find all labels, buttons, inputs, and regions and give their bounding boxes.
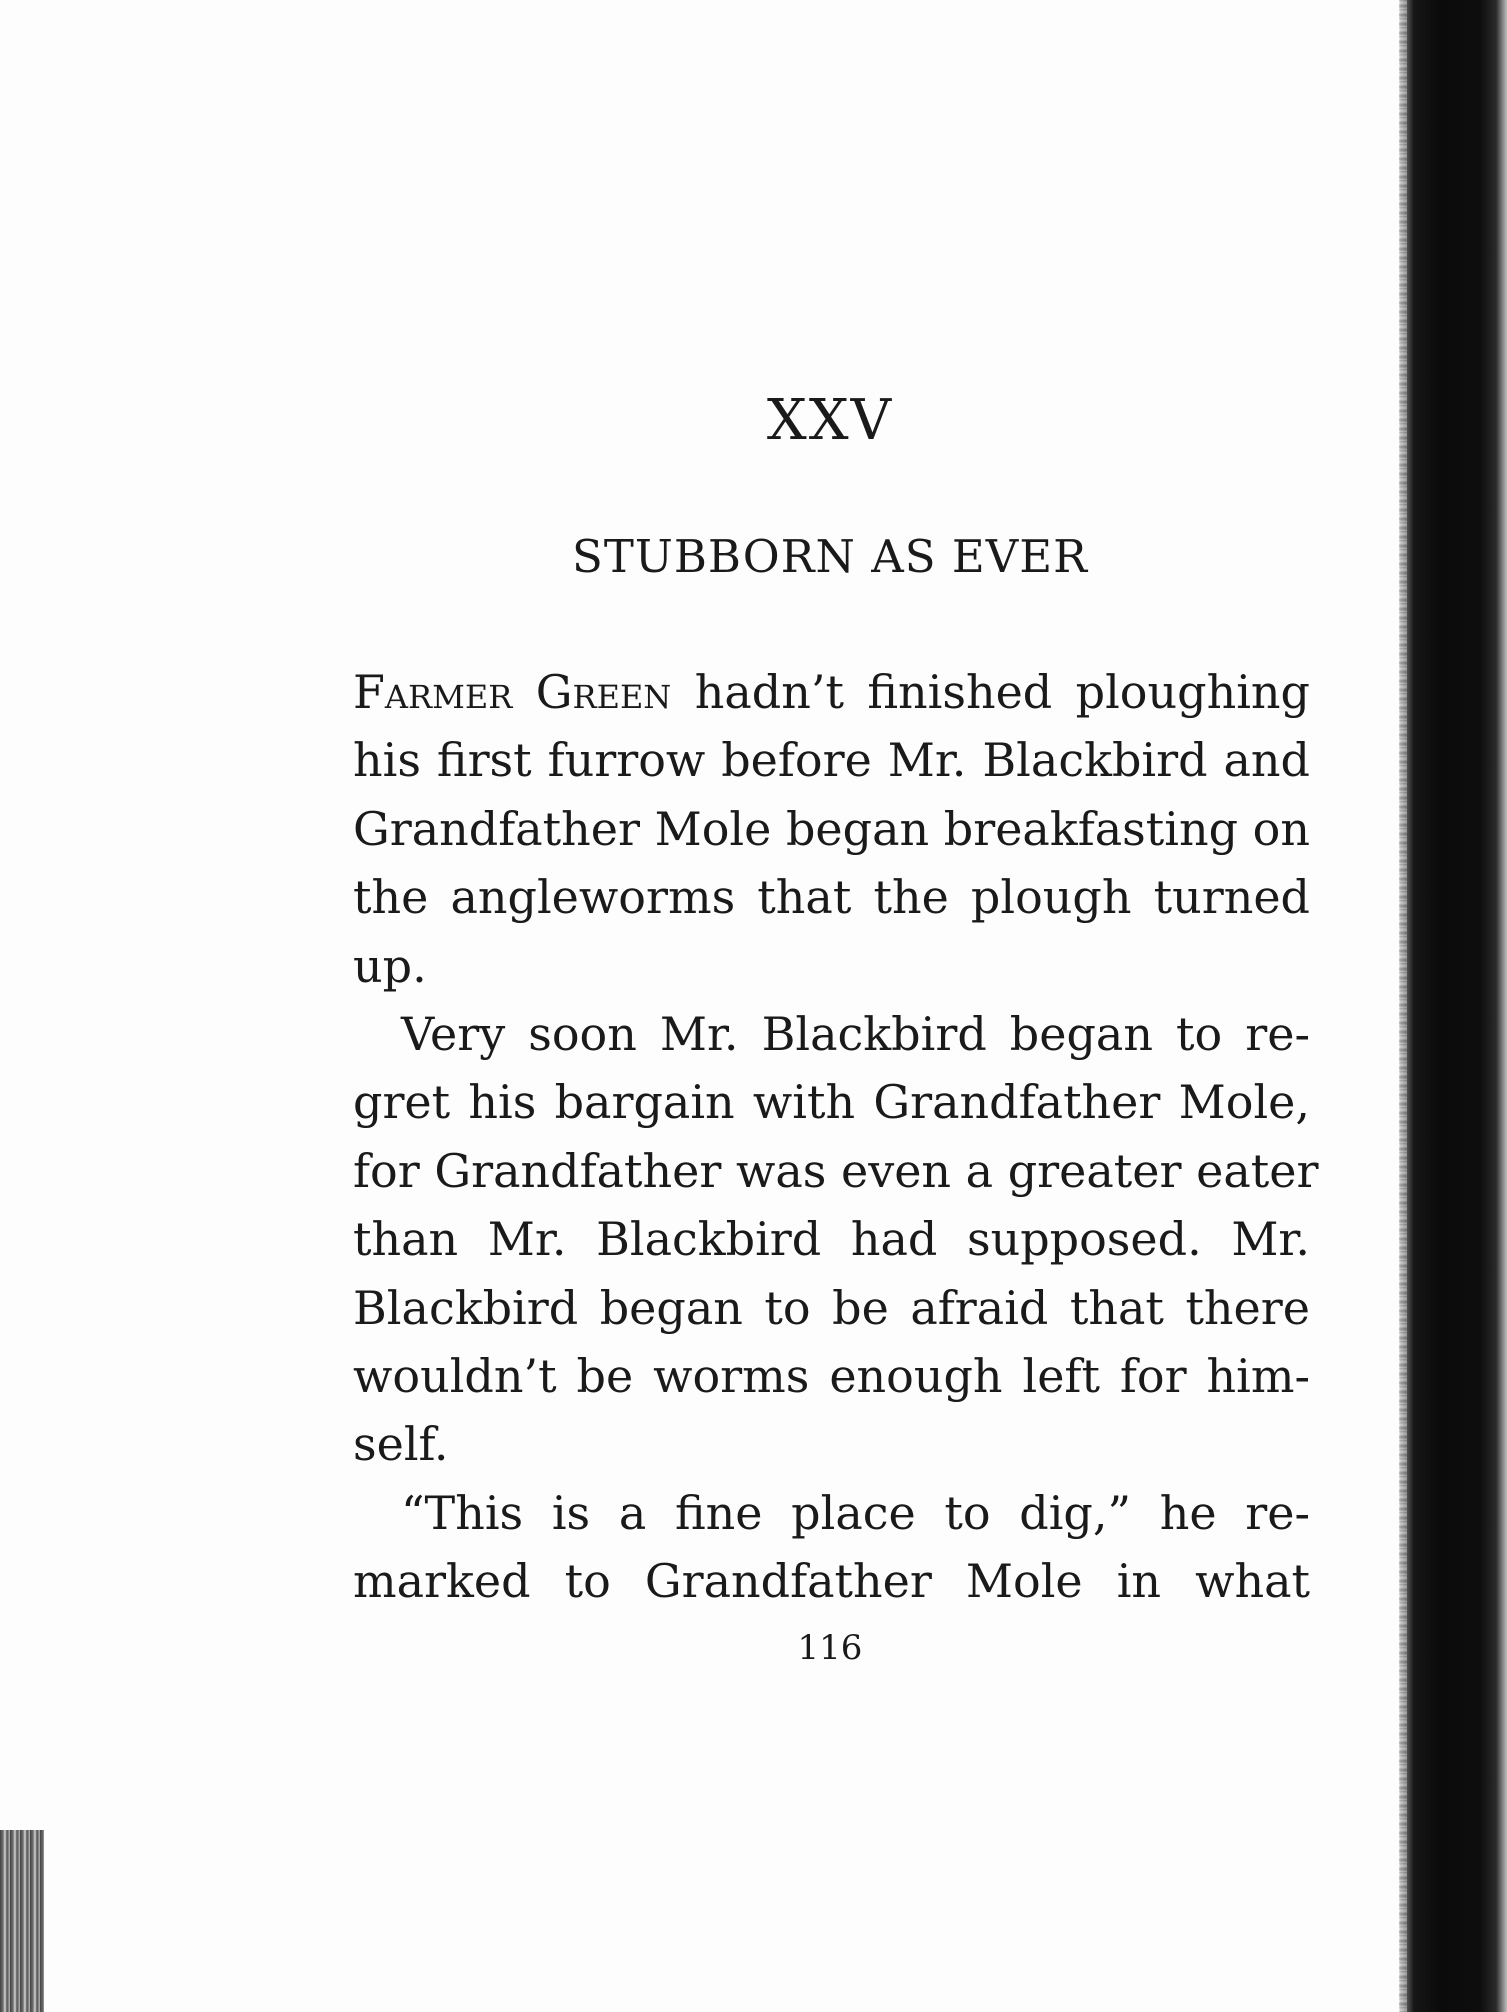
text-line: the angleworms that the plough turned [353,870,1310,925]
body-text [353,658,1319,1616]
line-text: hadn’t finished ploughing [671,665,1310,719]
text-line: gret his bargain with Grandfather Mole, [353,1075,1310,1130]
binding-speckle [1399,0,1407,2012]
paragraph-3 [353,1479,1310,1616]
small-caps-lead: Farmer Green [353,665,672,719]
chapter-title: STUBBORN AS EVER [572,530,1088,583]
text-line: Very soon Mr. Blackbird began to re- [401,1007,1310,1062]
text-line: “This is a fine place to dig,” he re- [401,1485,1310,1540]
scan-smudge [0,1830,44,2012]
text-line: self. [353,1417,449,1472]
paragraph-1 [353,658,1310,1000]
text-line: than Mr. Blackbird had supposed. Mr. [353,1212,1310,1267]
text-line: marked to Grandfather Mole in what [353,1554,1310,1609]
text-line: wouldn’t be worms enough left for him- [353,1349,1310,1404]
text-line: up. [353,938,427,993]
text-line: for Grandfather was even a greater eater [353,1143,1319,1198]
text-line: Grandfather Mole began breakfasting on [353,801,1310,856]
page-number: 116 [797,1628,863,1668]
text-line: his first furrow before Mr. Blackbird and [353,733,1310,788]
binding-edge [1400,0,1507,2012]
paragraph-2 [353,1000,1319,1479]
chapter-number: XXV [766,388,894,453]
text-line [353,658,1310,726]
text-line: Blackbird began to be afraid that there [353,1280,1310,1335]
